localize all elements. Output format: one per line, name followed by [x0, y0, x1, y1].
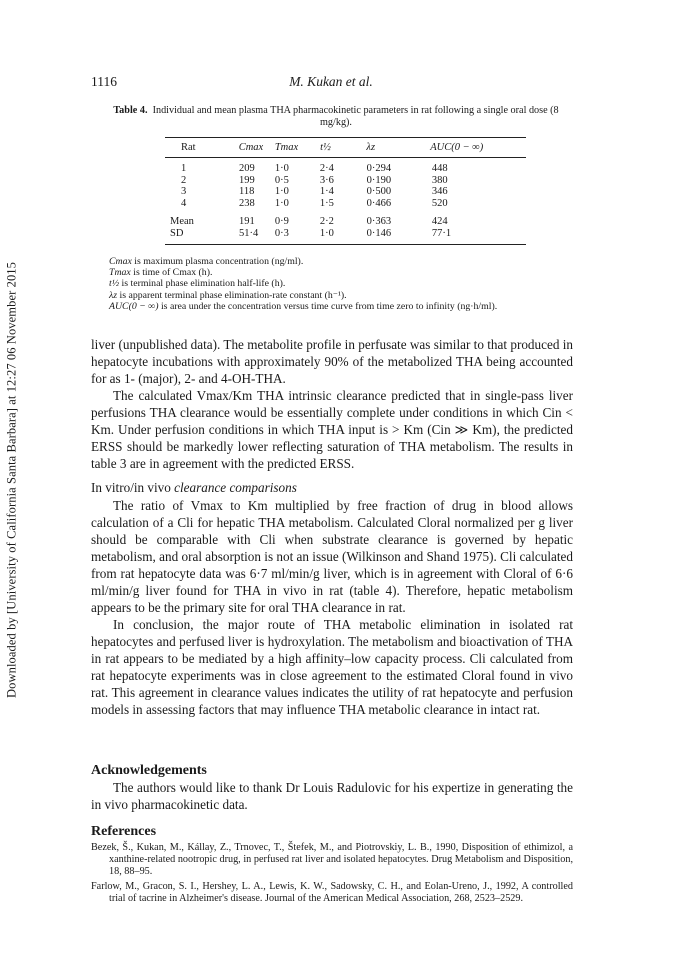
acknowledgements-heading: Acknowledgements [91, 763, 207, 778]
page-header [91, 74, 571, 92]
table-cell: 0·3 [274, 227, 289, 239]
section-heading-italic: clearance comparisons [174, 480, 297, 495]
table-cell: 51·4 [239, 227, 259, 239]
body-block-1 [91, 336, 573, 472]
table-row-sd [165, 228, 526, 240]
table-cell: 1·0 [274, 197, 289, 209]
footnote-symbol: λz [109, 289, 118, 301]
table-cell: 0·363 [366, 216, 392, 227]
footnote [109, 290, 579, 301]
table-cell: 380 [431, 174, 448, 186]
table-cell: 1·0 [319, 227, 334, 239]
footnote [109, 278, 579, 289]
column-header-lambda-z: λz [366, 141, 376, 153]
table-row [165, 198, 526, 210]
table-cell: 2·2 [319, 216, 334, 227]
reference-item: Farlow, M., Gracon, S. I., Hershey, L. A., Lewis, K. W., Sadowsky, C. H., and Eolan-Ureno, J., 1992, A controlled trial of tacrine in Alzheimer's disease. Journal of the American Medical Association, 268, 2523–2529. [91, 881, 573, 904]
footnote-text: is terminal phase elimination half-life (h). [119, 278, 286, 290]
table-cell: 3 [181, 186, 187, 197]
section-heading [91, 480, 297, 496]
table-cell: Mean [170, 216, 194, 227]
table-cell: 424 [431, 216, 448, 227]
column-header-rat: Rat [181, 141, 196, 153]
footnote-text: is apparent terminal phase elimination-rate constant (h⁻¹). [117, 289, 347, 301]
download-notice: Downloaded by [University of California Santa Barbara] at 12:27 06 November 2015 [4, 261, 19, 699]
running-head: M. Kukan et al. [289, 74, 373, 89]
table-cell: 77·1 [431, 227, 452, 239]
table-cell: 3·6 [319, 174, 334, 186]
footnote-symbol: AUC(0 − ∞) [109, 300, 159, 312]
table-cell: 4 [181, 197, 187, 209]
table-cell: 1 [181, 163, 187, 174]
table-cell: 0·146 [366, 227, 392, 239]
table-footnotes [109, 256, 579, 312]
footnote [109, 267, 579, 278]
table-caption [105, 105, 567, 129]
table-cell: 2 [181, 174, 187, 186]
pharmacokinetic-table [165, 137, 526, 245]
footnote [109, 301, 579, 312]
table-caption-text: Individual and mean plasma THA pharmacokinetic parameters in rat following a single oral dose (8 mg/kg). [152, 105, 559, 128]
table-bottom-rule [165, 244, 526, 245]
acknowledgements-body [91, 779, 573, 813]
table-cell: 448 [431, 163, 448, 174]
body-block-2 [91, 497, 573, 718]
table-cell: 2·4 [319, 163, 334, 174]
column-header-tmax: Tmax [274, 141, 299, 153]
table-row [165, 186, 526, 198]
column-header-cmax: Cmax [238, 141, 264, 153]
table-cell: 1·4 [319, 186, 334, 197]
table-cell: 118 [239, 186, 255, 197]
page-number: 1116 [91, 74, 117, 89]
table-cell: 0·466 [366, 197, 392, 209]
table-header-row [165, 138, 526, 157]
paragraph: liver (unpublished data). The metabolite profile in perfusate was similar to that produced in hepatocyte incubations with approximately 90% of the metabolized THA being accounted for as 1- (major), 2- and 4-OH-THA. [91, 337, 573, 386]
table-cell: 191 [239, 216, 255, 227]
footnote-text: is time of Cmax (h). [130, 267, 213, 279]
table-cell: 520 [431, 197, 448, 209]
table-cell: 199 [239, 174, 255, 186]
footnote-symbol: Cmax [109, 256, 132, 267]
table-cell: 238 [239, 197, 255, 209]
references-heading: References [91, 824, 157, 839]
footnote-text: is maximum plasma concentration (ng/ml). [131, 256, 304, 267]
paragraph: The ratio of Vmax to Km multiplied by free fraction of drug in blood allows calculation of a Cli for hepatic THA metabolism. Calculated Cloral normalized per g liver should be comparable with Cli when substrate clearance is governed by hepatic metabolism, and oral absorption is not an issue (Wilkinson and Shand 1975). Cli calculated from rat hepatocyte data was 6·7 ml/min/g liver, which is in agreement with Cloral of 6·6 ml/min/g liver found for THA in vivo in rat (table 4). Therefore, hepatic metabolism appears to be the primary site for oral THA clearance in rat. [91, 498, 573, 615]
download-notice-sidebar [0, 0, 24, 961]
table-cell: 209 [239, 163, 255, 174]
table-cell: 1·0 [274, 163, 289, 174]
table-cell: 1·5 [319, 197, 334, 209]
table-row [165, 163, 526, 175]
table-cell: 346 [431, 186, 448, 197]
table-cell: 0·5 [274, 174, 289, 186]
column-header-auc: AUC(0 − ∞) [430, 141, 484, 153]
paragraph: The authors would like to thank Dr Louis Radulovic for his expertize in generating the in vivo pharmacokinetic data. [91, 780, 573, 812]
column-header-half-life: t½ [320, 141, 331, 153]
footnote-symbol: t½ [109, 278, 120, 290]
references-list [91, 842, 573, 908]
footnote [109, 256, 579, 267]
table-cell: 1·0 [274, 186, 289, 197]
reference-item: Bezek, Š., Kukan, M., Kállay, Z., Trnovec, T., Štefek, M., and Piotrovskiy, L. B., 1990, Disposition of ethimizol, a xanthine-related nootropic drug, in perfused rat liver and isolated hepatocytes. Drug Metabolism and Disposition, 18, 88–95. [91, 842, 573, 877]
section-heading-plain: In vitro/in vivo [91, 480, 175, 495]
footnote-text: is area under the concentration versus time curve from time zero to infinity (ng·h/ml). [158, 300, 498, 312]
table-caption-label: Table 4. [113, 105, 148, 116]
table-cell: 0·190 [366, 174, 392, 186]
paragraph: In conclusion, the major route of THA metabolic elimination in isolated rat hepatocytes and perfused liver is hydroxylation. The metabolism and bioactivation of THA in rat appears to be mediated by a high affinity–low capacity process. Cli calculated from rat hepatocyte experiments was in close agreement to the estimated Cloral found in vivo rat. This agreement in clearance values indicates the utility of rat hepatocyte and perfusion models in assessing factors that may influence THA metabolic clearance in intact rat. [91, 617, 573, 717]
table-cell: 0·294 [366, 163, 392, 174]
table-row-mean [165, 216, 526, 228]
table-row [165, 175, 526, 187]
paragraph: The calculated Vmax/Km THA intrinsic clearance predicted that in single-pass liver perfusions THA clearance would be essentially complete under conditions in which Cin < Km. Under perfusion conditions in which THA input is > Km (Cin ≫ Km), the predicted ERSS should be markedly lower reflecting saturation of THA metabolism. The results in table 3 are in agreement with the predicted ERSS. [91, 388, 573, 471]
table-cell: 0·9 [274, 216, 289, 227]
table-cell: SD [170, 227, 184, 239]
table-cell: 0·500 [366, 186, 392, 197]
footnote-symbol: Tmax [109, 267, 131, 279]
